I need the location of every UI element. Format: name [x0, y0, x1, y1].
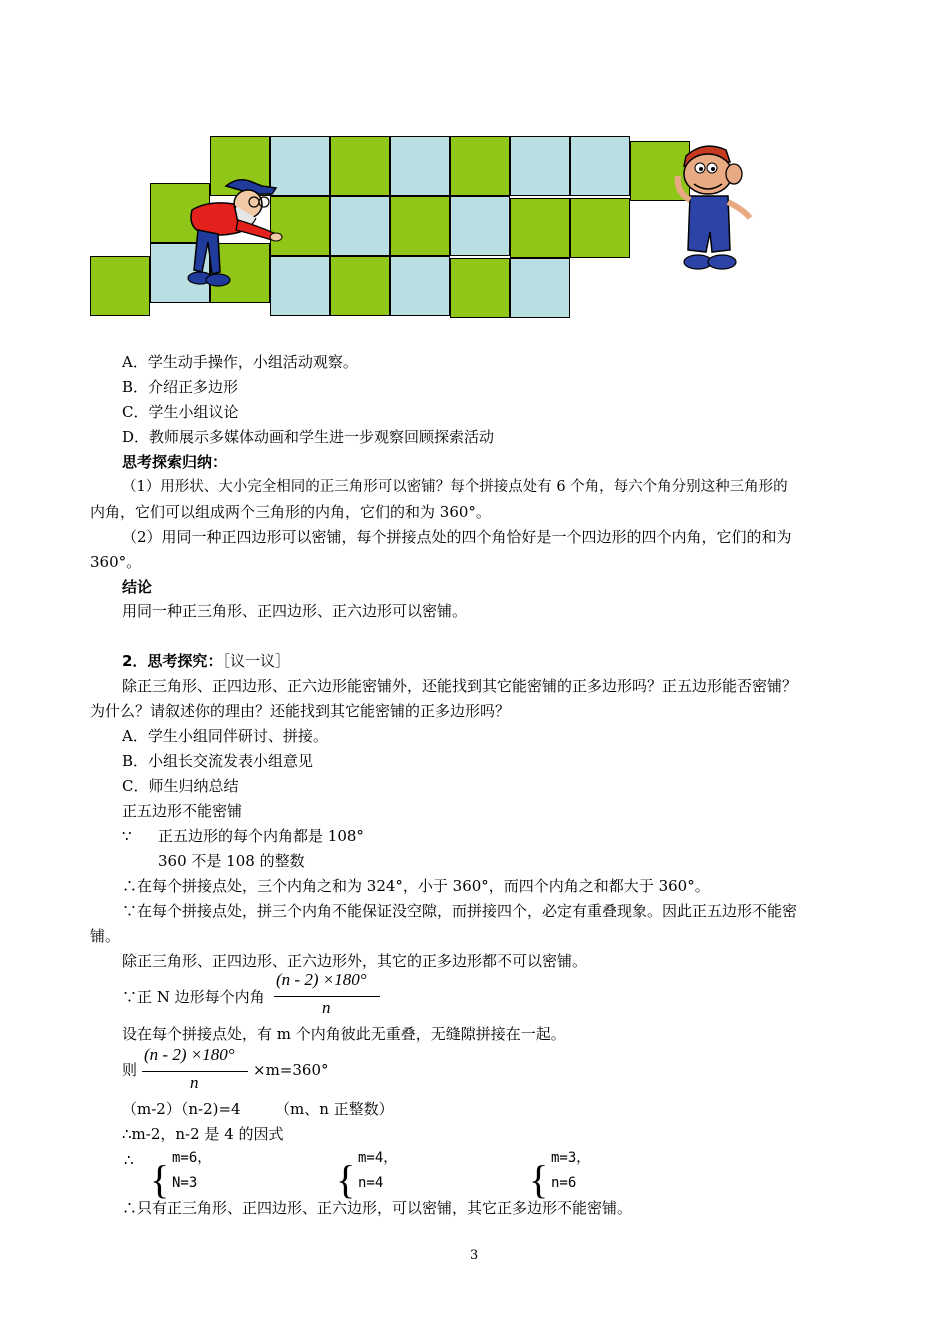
assumption-text: 设在每个拼接点处，有 m 个内角彼此无重叠，无缝隙拼接在一起。: [122, 1025, 566, 1043]
pentagon-reason-2: 360 不是 108 的整数: [158, 852, 305, 870]
step-b: B．介绍正多边形: [122, 378, 239, 396]
section2-heading-row: [122, 649, 290, 673]
section2-step-c: C．师生归纳总结: [122, 777, 239, 795]
tile-blue: [510, 136, 570, 196]
section2-step-a: A．学生小组同伴研讨、拼接。: [122, 727, 328, 745]
solution-2-m: m=4，: [358, 1150, 398, 1166]
tile-blue: [390, 136, 450, 196]
ngon-prefix: ∵正 N 边形每个内角: [122, 988, 265, 1006]
tiling-illustration: [0, 0, 950, 330]
step-c: C．学生小组议论: [122, 403, 239, 421]
then-suffix: ×m=360°: [253, 1061, 329, 1079]
because-overlap-line2: 铺。: [90, 927, 121, 945]
tile-green: [510, 198, 570, 258]
solution-3-n: n=6: [551, 1175, 577, 1191]
ngon-fraction-bar: [274, 996, 380, 997]
final-conclusion: ∴只有正三角形、正四边形、正六边形，可以密铺，其它正多边形不能密铺。: [122, 1199, 633, 1217]
tile-blue: [570, 136, 630, 196]
tile-green: [330, 136, 390, 196]
summary-p1-line2: 内角，它们可以组成两个三角形的内角，它们的和为 360°。: [90, 503, 491, 521]
tile-green: [390, 196, 450, 256]
summary-p2-line1: （2）用同一种正四边形可以密铺，每个拼接点处的四个角恰好是一个四边形的四个内角，它们的和为: [122, 528, 792, 546]
equation-note: （m、n 正整数）: [275, 1100, 394, 1118]
tile-green: [450, 136, 510, 196]
solution-2-brace: {: [336, 1157, 356, 1202]
tile-blue: [390, 256, 450, 316]
page-number: 3: [470, 1248, 479, 1263]
factor-statement: ∴m-2，n-2 是 4 的因式: [122, 1125, 284, 1143]
section2-heading: 2．思考探究：: [122, 652, 223, 670]
tile-blue: [510, 258, 570, 318]
solution-2-n: n=4: [358, 1175, 384, 1191]
old-man-cartoon: [178, 176, 296, 292]
summary-p2-line2: 360°。: [90, 553, 142, 571]
step-a: A．学生动手操作，小组活动观察。: [122, 353, 358, 371]
because-symbol: ∵: [122, 827, 132, 845]
tile-green: [450, 258, 510, 318]
pentagon-claim: 正五边形不能密铺: [122, 802, 243, 820]
therefore-angles: ∴在每个拼接点处，三个内角之和为 324°，小于 360°，而四个内角之和都大于 360°。: [122, 877, 710, 895]
then-fraction-numerator: (n - 2) ×180°: [144, 1045, 235, 1064]
solution-3-m: m=3，: [551, 1150, 591, 1166]
tile-blue: [450, 196, 510, 256]
section2-question-line2: 为什么？请叙述你的理由？还能找到其它能密铺的正多边形吗？: [90, 702, 511, 720]
section2-step-b: B．小组长交流发表小组意见: [122, 752, 314, 770]
solution-1-n: N=3: [172, 1175, 198, 1191]
section2-tag: ［议一议］: [222, 652, 290, 670]
tile-green: [90, 256, 150, 316]
ngon-fraction-numerator: (n - 2) ×180°: [276, 970, 367, 989]
summary-heading: 思考探索归纳：: [122, 453, 228, 471]
then-prefix: 则: [122, 1061, 138, 1079]
because-overlap-line1: ∵在每个拼接点处，拼三个内角不能保证没空隙，而拼接四个，必定有重叠现象。因此正五边形不能密: [122, 902, 798, 920]
tile-blue: [330, 196, 390, 256]
therefore-symbol: ∴: [124, 1151, 134, 1169]
step-d: D．教师展示多媒体动画和学生进一步观察回顾探索活动: [122, 428, 495, 446]
pentagon-reason-1: 正五边形的每个内角都是 108°: [158, 827, 364, 845]
solution-1-brace: {: [150, 1157, 170, 1202]
conclusion-heading: 结论: [122, 578, 153, 596]
ngon-fraction-denominator: n: [322, 998, 331, 1017]
solution-3-brace: {: [529, 1157, 549, 1202]
equation: （m-2）（n-2)=4: [122, 1100, 241, 1118]
then-fraction-denominator: n: [190, 1073, 199, 1092]
conclusion-text: 用同一种正三角形、正四边形、正六边形可以密铺。: [122, 602, 468, 620]
boy-cartoon: [664, 140, 764, 280]
solution-1-m: m=6，: [172, 1150, 212, 1166]
section2-question-line1: 除正三角形、正四边形、正六边形能密铺外，还能找到其它能密铺的正多边形吗？正五边形能否密铺？: [122, 677, 798, 695]
summary-p1-line1: （1）用形状、大小完全相同的正三角形可以密铺？每个拼接点处有 6 个角，每六个角分别这种三角形的: [122, 479, 788, 495]
tile-green: [330, 256, 390, 316]
other-polygons-statement: 除正三角形、正四边形、正六边形外，其它的正多边形都不可以密铺。: [122, 952, 588, 970]
tile-green: [570, 198, 630, 258]
then-fraction-bar: [142, 1071, 248, 1072]
